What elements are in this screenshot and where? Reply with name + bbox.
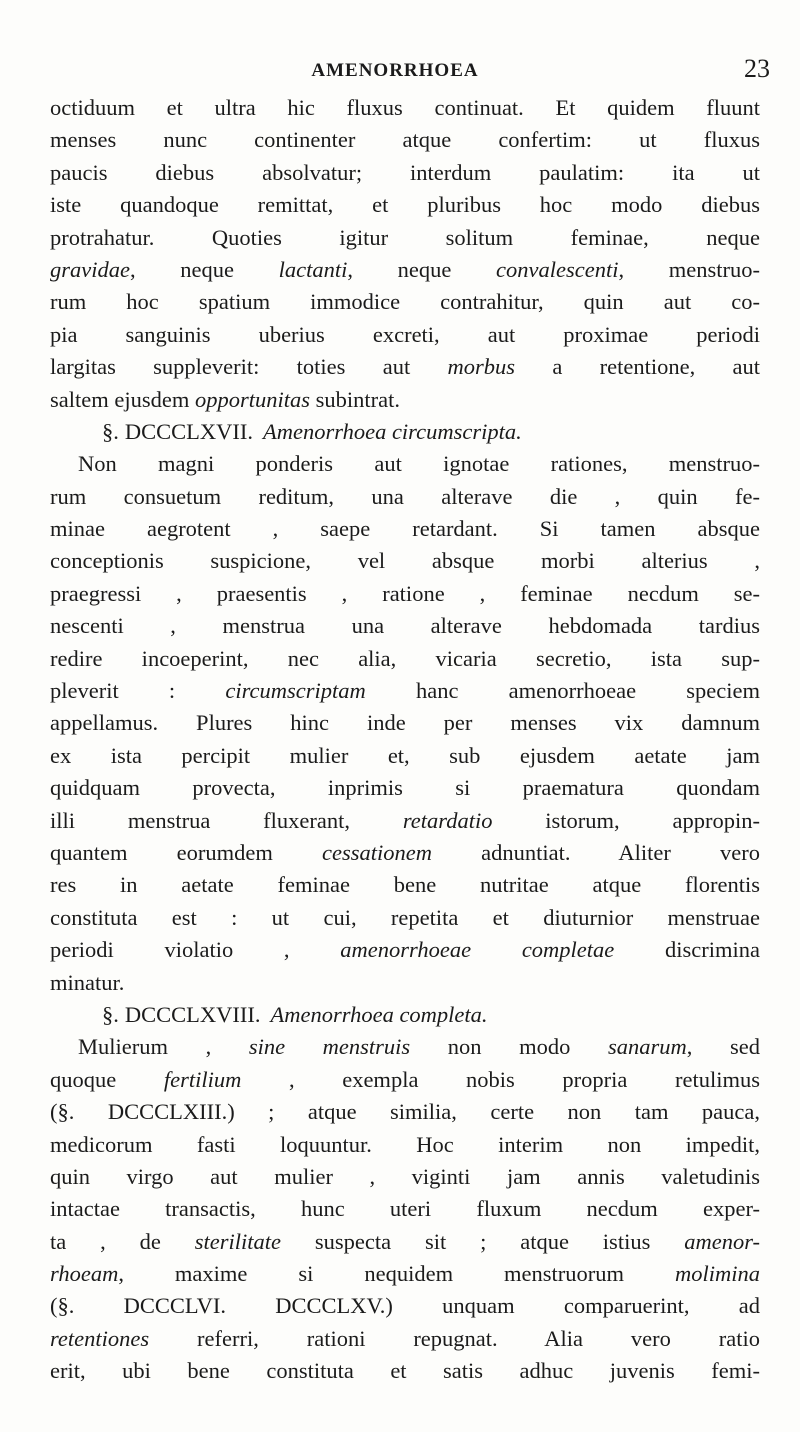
text-line	[50, 1226, 760, 1258]
text-line: minae aegrotent , saepe retardant. Si tamen absque	[50, 516, 760, 542]
text-line: menses nunc continenter atque confertim: ut fluxus	[50, 127, 760, 153]
section-title: Amenorrhoea circumscripta.	[263, 418, 522, 444]
text-line: (§. DCCCLVI. DCCCLXV.) unquam comparuerint, ad	[50, 1293, 760, 1319]
text-fragment: hanc amenorrhoeae speciem	[365, 678, 760, 704]
text-line: quidquam provecta, inprimis si praematura quondam	[50, 775, 760, 801]
text-line: rum hoc spatium immodice contrahitur, quin aut co-	[50, 289, 760, 315]
text-line	[50, 1031, 760, 1063]
text-fragment: periodi violatio ,	[50, 937, 341, 963]
italic-term: retardatio	[402, 807, 493, 833]
text-line: Non magni ponderis aut ignotae rationes, menstruo-	[78, 451, 760, 477]
text-line: medicorum fasti loquuntur. Hoc interim non impedit,	[50, 1131, 760, 1157]
text-line	[50, 254, 760, 286]
section-title: Amenorrhoea completa.	[270, 1001, 488, 1027]
text-fragment: suspecta sit ; atque istius	[280, 1228, 685, 1254]
italic-term: convalescenti	[496, 256, 619, 282]
text-fragment: , exempla nobis propria retulimus	[241, 1066, 760, 1092]
text-line	[50, 675, 760, 707]
text-fragment: , sed	[686, 1034, 760, 1060]
text-line: ex ista percipit mulier et, sub ejusdem aetate jam	[50, 742, 760, 768]
running-title: AMENORRHOEA	[311, 60, 479, 81]
italic-term: amenorrhoeae completae	[340, 937, 615, 963]
text-fragment: Mulierum ,	[78, 1034, 249, 1060]
section-mark: §.	[102, 418, 119, 444]
text-fragment: , maxime si nequidem menstruorum	[118, 1261, 675, 1287]
text-line: res in aetate feminae bene nutritae atque florentis	[50, 872, 760, 898]
text-fragment: quoque	[50, 1066, 164, 1092]
text-fragment: subintrat.	[310, 386, 400, 412]
text-line: octiduum et ultra hic fluxus continuat. Et quidem fluunt	[50, 95, 760, 120]
italic-term: circumscriptam	[225, 678, 366, 704]
section-heading	[50, 416, 760, 448]
italic-term: opportunitas	[194, 386, 310, 412]
text-line	[50, 837, 760, 869]
italic-term: sine menstruis	[248, 1034, 411, 1060]
text-line: erit, ubi bene constituta et satis adhuc juvenis femi-	[50, 1358, 760, 1384]
text-fragment: largitas suppleverit: toties aut	[50, 354, 448, 380]
section-mark: §.	[102, 1001, 119, 1027]
text-fragment: a retentione, aut	[515, 354, 760, 380]
italic-term: sanarum	[608, 1034, 687, 1060]
italic-term: cessationem	[322, 839, 432, 865]
italic-term: retentiones	[50, 1325, 150, 1351]
text-line	[50, 1064, 760, 1096]
text-line	[50, 384, 760, 416]
italic-term: morbus	[447, 354, 516, 380]
text-line: praegressi , praesentis , ratione , feminae necdum se-	[50, 580, 760, 606]
text-line	[50, 1323, 760, 1355]
text-line: intactae transactis, hunc uteri fluxum necdum exper-	[50, 1196, 760, 1222]
text-fragment: referri, rationi repugnat. Alia vero ratio	[149, 1325, 760, 1351]
text-fragment: illi menstrua fluxerant,	[50, 807, 403, 833]
text-line: appellamus. Plures hinc inde per menses vix damnum	[50, 710, 760, 736]
text-fragment: , neque	[347, 256, 497, 282]
text-line: iste quandoque remittat, et pluribus hoc modo diebus	[50, 192, 760, 218]
text-line: conceptionis suspicione, vel absque morbi alterius ,	[50, 548, 760, 574]
text-fragment: non modo	[410, 1034, 608, 1060]
section-number: DCCCLXVII.	[124, 418, 253, 444]
text-fragment: ta , de	[50, 1228, 195, 1254]
text-fragment: adnuntiat. Aliter vero	[431, 839, 760, 865]
page-number: 23	[744, 54, 770, 83]
italic-term: molimina	[674, 1261, 760, 1287]
text-fragment: quantem eorumdem	[50, 839, 322, 865]
text-line: paucis diebus absolvatur; interdum paulatim: ita ut	[50, 159, 760, 185]
text-fragment: , menstruo-	[618, 256, 760, 282]
text-fragment: , neque	[129, 256, 279, 282]
section-heading	[50, 999, 760, 1031]
text-line: pia sanguinis uberius excreti, aut proximae periodi	[50, 321, 760, 347]
text-line: protrahatur. Quoties igitur solitum feminae, neque	[50, 224, 760, 250]
text-fragment: istorum, appropin-	[492, 807, 760, 833]
text-line: nescenti , menstrua una alterave hebdomada tardius	[50, 613, 760, 639]
italic-term: lactanti	[278, 256, 348, 282]
text-line	[50, 934, 760, 966]
running-header	[40, 54, 770, 90]
text-line	[50, 805, 760, 837]
text-fragment: discrimina	[614, 937, 760, 963]
italic-term: rhoeam	[50, 1261, 119, 1287]
text-line: quin virgo aut mulier , viginti jam annis valetudinis	[50, 1163, 760, 1189]
text-line	[50, 351, 760, 383]
text-line: constituta est : ut cui, repetita et diuturnior menstruae	[50, 904, 760, 930]
text-line: minatur.	[50, 969, 125, 995]
text-line: rum consuetum reditum, una alterave die , quin fe-	[50, 483, 760, 509]
text-line: redire incoeperint, nec alia, vicaria secretio, ista sup-	[50, 645, 760, 671]
italic-term: fertilium	[163, 1066, 242, 1092]
text-line: (§. DCCCLXIII.) ; atque similia, certe non tam pauca,	[50, 1099, 760, 1125]
text-fragment: saltem ejusdem	[50, 386, 195, 412]
text-line	[50, 1258, 760, 1290]
italic-term: amenor-	[684, 1228, 760, 1254]
italic-term: gravidae	[50, 256, 130, 282]
section-number: DCCCLXVIII.	[124, 1001, 261, 1027]
body-text	[50, 92, 760, 1388]
text-fragment: pleverit :	[50, 678, 226, 704]
italic-term: sterilitate	[194, 1228, 281, 1254]
